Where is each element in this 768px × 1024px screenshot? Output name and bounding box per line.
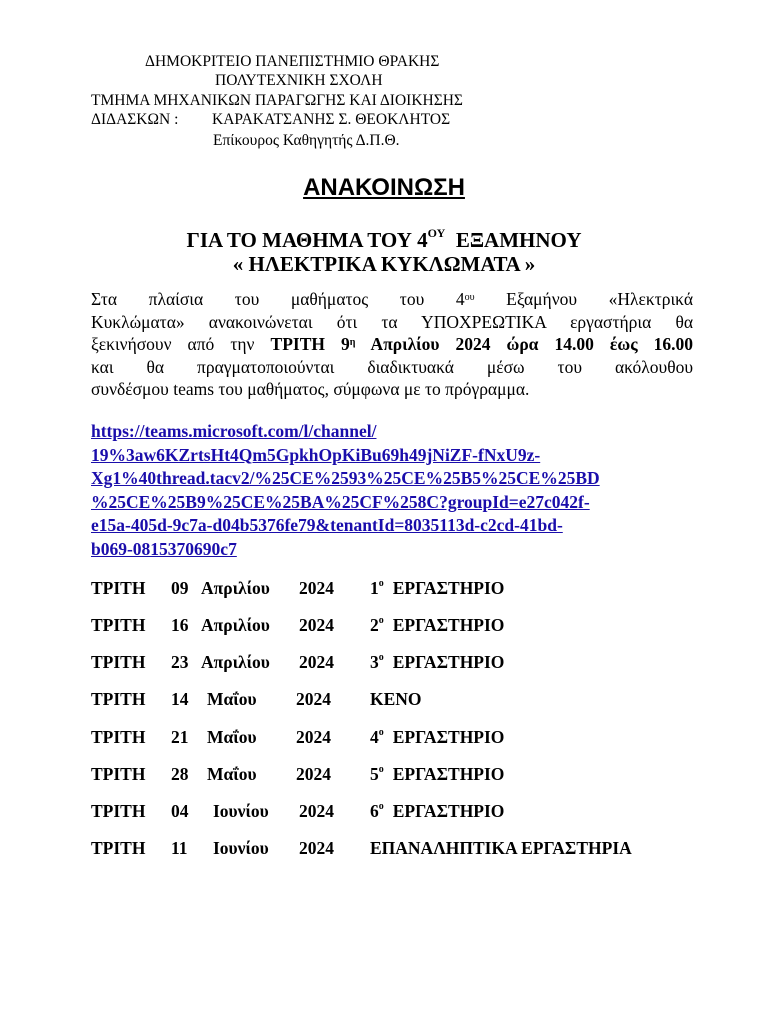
course-semester-heading (0, 226, 768, 252)
schedule-lab (370, 803, 504, 821)
paragraph-line: Κυκλώματα» ανακοινώνεται ότι τα ΥΠΟΧΡΕΩΤΙΚΑ εργαστήρια θα (91, 311, 693, 332)
semester-word: ΕΞΑΜΗΝΟΥ (455, 228, 582, 252)
schedule-month: Ιουνίου (213, 801, 269, 821)
schedule-month: Μαΐου (207, 689, 257, 709)
schedule-date: 28 (171, 764, 189, 784)
lab-label: ΕΡΓΑΣΤΗΡΙΟ (392, 801, 505, 821)
course-name-heading: « ΗΛΕΚΤΡΙΚΑ ΚΥΚΛΩΜΑΤΑ » (232, 252, 536, 276)
department-name: ΤΜΗΜΑ ΜΗΧΑΝΙΚΩΝ ΠΑΡΑΓΩΓΗΣ ΚΑΙ ΔΙΟΙΚΗΣΗΣ (91, 92, 463, 109)
paragraph-line (91, 288, 693, 311)
schedule-day: ΤΡΙΤΗ (91, 764, 146, 784)
lab-label: ΕΡΓΑΣΤΗΡΙΟ (392, 764, 505, 784)
schedule-day: ΤΡΙΤΗ (91, 615, 146, 635)
schedule-row (91, 729, 711, 749)
schedule-day: ΤΡΙΤΗ (91, 838, 146, 858)
lab-ordinal-sup: ο (378, 578, 384, 589)
schedule-row (91, 617, 711, 637)
semester-heading-text: ΓΙΑ ΤΟ ΜΑΘΗΜΑ ΤΟΥ 4 (186, 228, 428, 252)
announcement-paragraph (91, 288, 693, 401)
lab-ordinal-sup: ο (378, 615, 384, 626)
schedule-date: 09 (171, 578, 189, 598)
link-line[interactable]: https://teams.microsoft.com/l/channel/ (91, 421, 377, 441)
schedule-row (91, 840, 711, 860)
instructor-title: Επίκουρος Καθηγητής Δ.Π.Θ. (213, 132, 400, 149)
announcement-title: ΑΝΑΚΟΙΝΩΣΗ (303, 174, 465, 201)
paragraph-text: Στα πλαίσια του μαθήματος του 4 (91, 289, 465, 309)
schedule-date: 16 (171, 615, 189, 635)
lab-ordinal-sup: ο (378, 801, 384, 812)
schedule-lab (370, 766, 504, 784)
schedule-year: 2024 (299, 578, 334, 598)
schedule-lab (370, 654, 504, 672)
start-time-bold: Απριλίου 2024 ώρα 14.00 έως 16.00 (355, 334, 694, 354)
link-line[interactable]: 19%3aw6KZrtsHt4Qm5GpkhOpKiBu69h49jNiZF-fNxU9z- (91, 444, 541, 465)
paragraph-line: και θα πραγματοποιούνται διαδικτυακά μέσω του ακόλουθου (91, 356, 693, 377)
lab-label: ΕΡΓΑΣΤΗΡΙΟ (392, 615, 505, 635)
lab-label: ΕΡΓΑΣΤΗΡΙΟ (392, 578, 505, 598)
schedule-day: ΤΡΙΤΗ (91, 689, 146, 709)
paragraph-text: ξεκινήσουν από την (91, 334, 271, 354)
university-name: ΔΗΜΟΚΡΙΤΕΙΟ ΠΑΝΕΠΙΣΤΗΜΙΟ ΘΡΑΚΗΣ (145, 53, 440, 70)
link-line[interactable]: Xg1%40thread.tacv2/%25CE%2593%25CE%25B5%25CE%25BD (91, 468, 600, 488)
schedule-day: ΤΡΙΤΗ (91, 578, 146, 598)
schedule-month: Μαΐου (207, 764, 257, 784)
paragraph-text: Εξαμήνου «Ηλεκτρικά (474, 289, 693, 309)
schedule-date: 11 (171, 838, 188, 858)
schedule-lab (370, 580, 504, 598)
schedule-year: 2024 (296, 727, 331, 747)
instructor-label: ΔΙΔΑΣΚΩΝ : (91, 111, 179, 128)
schedule-month: Απριλίου (201, 578, 270, 598)
semester-ordinal-sup: ου (464, 292, 475, 303)
lab-ordinal-sup: ο (378, 652, 384, 663)
paragraph-line: συνδέσμου teams του μαθήματος, σύμφωνα με το πρόγραμμα. (91, 379, 530, 399)
link-line[interactable]: e15a-405d-9c7a-d04b5376fe79&tenantId=8035113d-c2cd-41bd- (91, 515, 563, 535)
schedule-year: 2024 (299, 652, 334, 672)
date-ordinal-sup: η (349, 337, 356, 348)
schedule-date: 14 (171, 689, 189, 709)
schedule-day: ΤΡΙΤΗ (91, 727, 146, 747)
schedule-day: ΤΡΙΤΗ (91, 652, 146, 672)
schedule-lab: ΕΠΑΝΑΛΗΠΤΙΚΑ ΕΡΓΑΣΤΗΡΙΑ (370, 838, 632, 858)
lab-label: ΕΡΓΑΣΤΗΡΙΟ (392, 727, 505, 747)
lab-ordinal-sup: ο (378, 727, 384, 738)
schedule-date: 23 (171, 652, 189, 672)
schedule-row (91, 766, 711, 786)
school-name: ΠΟΛΥΤΕΧΝΙΚΗ ΣΧΟΛΗ (215, 72, 383, 89)
schedule-row (91, 654, 711, 674)
schedule-lab: ΚΕΝΟ (370, 689, 422, 709)
schedule-lab (370, 729, 504, 747)
schedule-year: 2024 (299, 838, 334, 858)
schedule-month: Μαΐου (207, 727, 257, 747)
lab-ordinal-sup: ο (378, 764, 384, 775)
semester-superscript: ΟΥ (427, 226, 446, 240)
instructor-name: ΚΑΡΑΚΑΤΣΑΝΗΣ Σ. ΘΕΟΚΛΗΤΟΣ (212, 111, 451, 128)
schedule-year: 2024 (299, 615, 334, 635)
schedule-date: 21 (171, 727, 189, 747)
schedule-month: Ιουνίου (213, 838, 269, 858)
link-line[interactable]: %25CE%25B9%25CE%25BA%25CF%258C?groupId=e27c042f- (91, 491, 590, 512)
lab-number: 1 (370, 578, 379, 598)
schedule-date: 04 (171, 801, 189, 821)
schedule-month: Απριλίου (201, 615, 270, 635)
lab-number: 2 (370, 615, 379, 635)
schedule-day: ΤΡΙΤΗ (91, 801, 146, 821)
schedule-row (91, 580, 711, 600)
schedule-year: 2024 (296, 764, 331, 784)
start-date-bold: ΤΡΙΤΗ 9 (270, 334, 350, 354)
schedule-lab (370, 617, 504, 635)
schedule-year: 2024 (299, 801, 334, 821)
schedule-year: 2024 (296, 689, 331, 709)
lab-number: 6 (370, 801, 379, 821)
schedule-month: Απριλίου (201, 652, 270, 672)
lab-label: ΕΡΓΑΣΤΗΡΙΟ (392, 652, 505, 672)
schedule-row (91, 803, 711, 823)
schedule-row (91, 691, 711, 711)
lab-number: 5 (370, 764, 379, 784)
teams-channel-link[interactable] (91, 420, 711, 561)
paragraph-line (91, 333, 693, 356)
lab-number: 4 (370, 727, 379, 747)
link-line[interactable]: b069-0815370690c7 (91, 538, 237, 559)
lab-number: 3 (370, 652, 379, 672)
